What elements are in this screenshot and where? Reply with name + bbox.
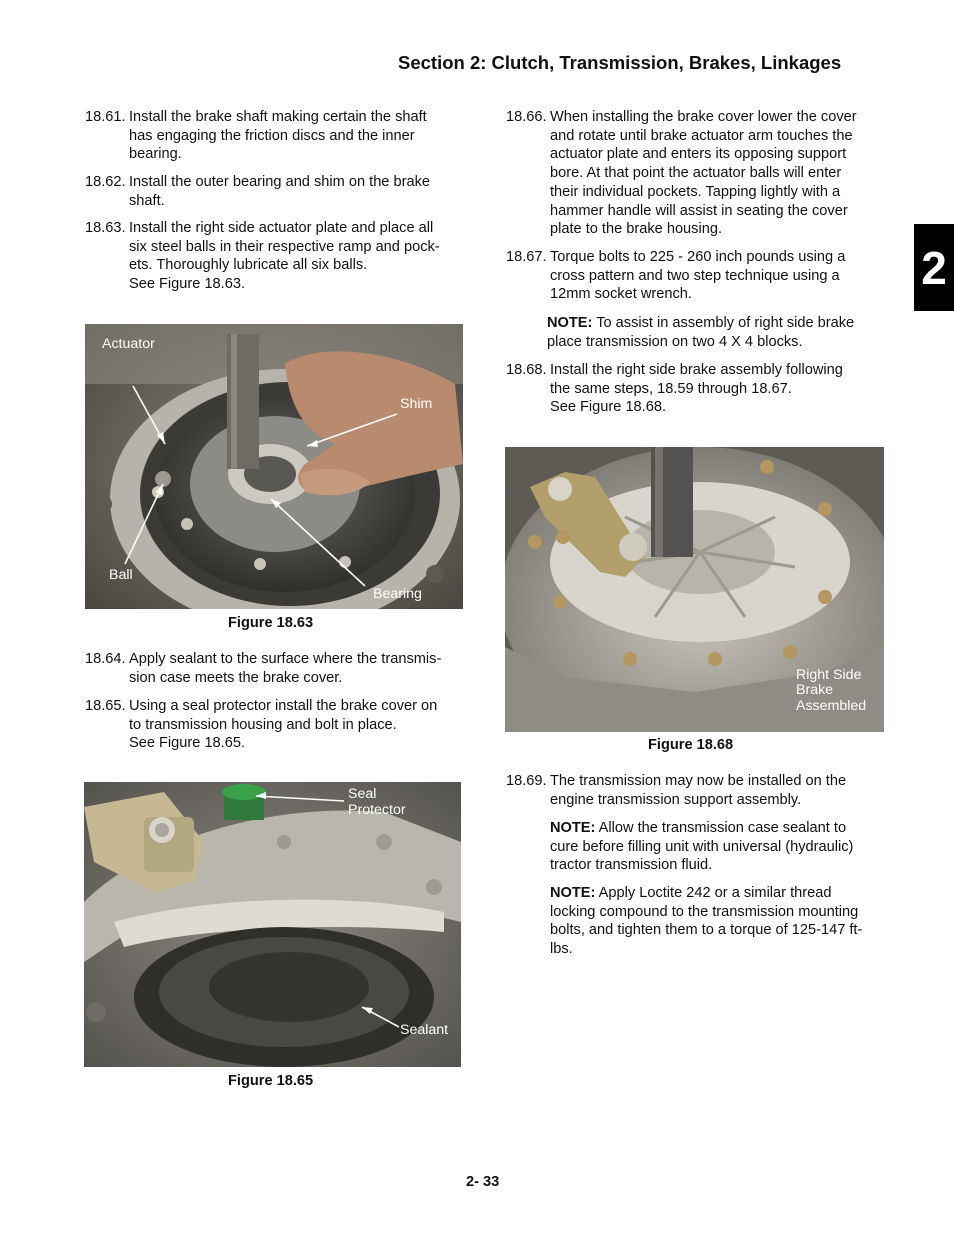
step-line: ets. Thoroughly lubricate all six balls. [129, 257, 368, 274]
note-text: cure before filling unit with universal (hydraulic) [550, 838, 854, 855]
figure-caption: Figure 18.65 [228, 1073, 314, 1089]
step-line: has engaging the friction discs and the inner [129, 127, 415, 144]
step-line: See Figure 18.63. [129, 276, 246, 293]
note-label: NOTE: [547, 315, 593, 331]
step-line: Install the right side actuator plate and place all [129, 220, 434, 236]
step-line: to transmission housing and bolt in place. [129, 716, 397, 733]
step-line: bearing. [129, 146, 182, 163]
step-number: 18.65. [85, 698, 126, 714]
note-text: place transmission on two 4 X 4 blocks. [547, 333, 803, 350]
step-number: 18.61. [85, 109, 126, 125]
step-number: 18.68. [506, 362, 547, 378]
page-number: 2- 33 [466, 1174, 500, 1190]
note-text: locking compound to the transmission mounting [550, 903, 859, 920]
step-line: Apply sealant to the surface where the transmis- [129, 651, 442, 667]
label-seal: Seal [348, 786, 377, 802]
step-line: When installing the brake cover lower the cover [550, 109, 857, 125]
label-bearing: Bearing [373, 586, 422, 602]
step-line: Install the outer bearing and shim on the brake [129, 174, 430, 190]
step-line: Install the brake shaft making certain the shaft [129, 109, 427, 125]
step-line: plate to the brake housing. [550, 221, 723, 238]
step-number: 18.62. [85, 174, 126, 190]
step-line: Torque bolts to 225 - 260 inch pounds using a [550, 249, 846, 265]
step-line: sion case meets the brake cover. [129, 669, 343, 686]
note-blocks [547, 314, 897, 351]
step-line: 12mm socket wrench. [550, 286, 692, 303]
label-assembled: Assembled [796, 698, 867, 714]
note-text: lbs. [550, 941, 573, 958]
step-number: 18.63. [85, 220, 126, 236]
step-line: actuator plate and enters its opposing support [550, 146, 847, 163]
step-number: 18.66. [506, 109, 547, 125]
step-line: Install the right side brake assembly following [550, 362, 843, 378]
step-line: engine transmission support assembly. [550, 791, 802, 808]
label-protector: Protector [348, 802, 406, 818]
step-number: 18.69. [506, 773, 547, 789]
label-shim: Shim [400, 396, 433, 412]
step-line: cross pattern and two step technique using a [550, 267, 840, 284]
step-line: See Figure 18.68. [550, 399, 667, 416]
step-line: See Figure 18.65. [129, 735, 246, 752]
section-tab: 2 [914, 224, 954, 311]
note-text: Allow the transmission case sealant to [595, 820, 847, 836]
label-sealant: Sealant [400, 1022, 449, 1038]
step-line: hammer handle will assist in seating the cover [550, 202, 848, 219]
label-brake: Brake [796, 682, 834, 698]
label-right-side: Right Side [796, 667, 862, 683]
step-line: and rotate until brake actuator arm touches the [550, 127, 853, 144]
figure-18-65-photo [84, 782, 461, 1067]
step-line: the same steps, 18.59 through 18.67. [550, 380, 792, 397]
section-title: Section 2: Clutch, Transmission, Brakes, Linkages [398, 52, 842, 73]
step-number: 18.67. [506, 249, 547, 265]
step-line: The transmission may now be installed on the [550, 773, 847, 789]
note-loctite [550, 884, 900, 959]
note-text: To assist in assembly of right side brake [592, 315, 855, 331]
step-line: six steel balls in their respective ramp and pock- [129, 238, 440, 255]
label-actuator: Actuator [102, 336, 155, 352]
label-ball: Ball [109, 567, 133, 583]
figure-18-63-image [85, 324, 463, 609]
note-text: Apply Loctite 242 or a similar thread [595, 885, 832, 901]
figure-18-68-photo [505, 447, 884, 732]
step-line: their individual pockets. Tapping lightly with a [550, 183, 841, 200]
figure-caption: Figure 18.68 [648, 737, 734, 753]
figure-18-63-photo [85, 324, 463, 609]
note-text: tractor transmission fluid. [550, 857, 713, 874]
note-sealant-cure [550, 819, 900, 875]
step-line: bore. At that point the actuator balls will enter [550, 165, 842, 182]
step-line: Using a seal protector install the brake cover on [129, 698, 438, 714]
step-number: 18.64. [85, 651, 126, 667]
note-label: NOTE: [550, 820, 596, 836]
note-text: bolts, and tighten them to a torque of 125-147 ft- [550, 922, 863, 939]
figure-caption: Figure 18.63 [228, 615, 314, 631]
note-label: NOTE: [550, 885, 596, 901]
step-line: shaft. [129, 192, 165, 209]
